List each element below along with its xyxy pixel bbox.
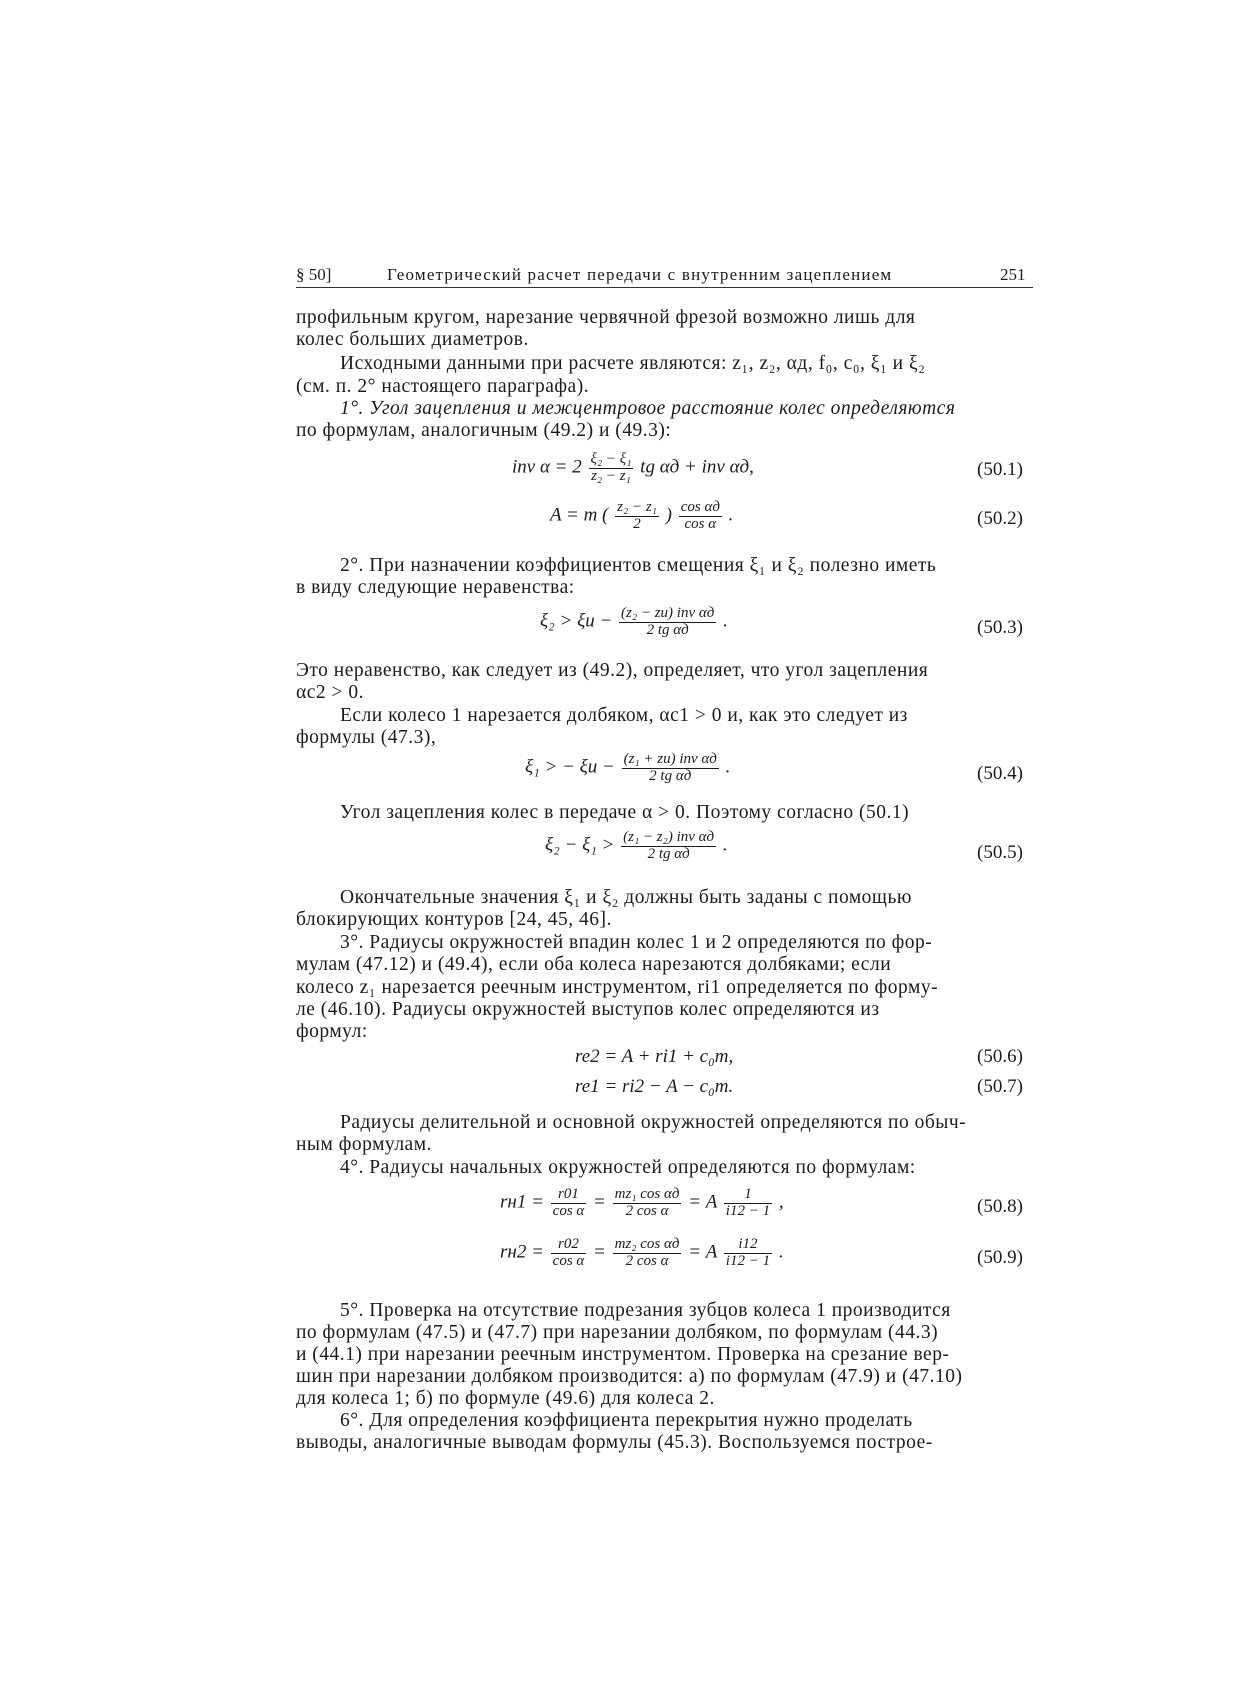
- equation-number: (50.9): [977, 1247, 1023, 1268]
- section-number: § 50]: [296, 265, 332, 284]
- text-line: ле (46.10). Радиусы окружностей выступов колес определяются из: [296, 999, 880, 1020]
- text-line: 3°. Радиусы окружностей впадин колес 1 и 2 определяются по фор-: [340, 932, 933, 953]
- text-line: 2°. При назначении коэффициентов смещения ξ₁ и ξ₂ полезно иметь: [340, 555, 937, 576]
- equation-50-4: ξ₁ > − ξи − $\frac{\text{(z₁ + zи) inv αд}}{\text{2 tg αд}}$ .: [525, 751, 731, 784]
- equation-number: (50.5): [977, 842, 1023, 863]
- text-line: 6°. Для определения коэффициента перекрытия нужно проделать: [340, 1410, 913, 1431]
- text-line: Угол зацепления колес в передаче α > 0. Поэтому согласно (50.1): [340, 802, 910, 823]
- text-line: 4°. Радиусы начальных окружностей определяются по формулам:: [340, 1157, 916, 1178]
- text-line: 1°. Угол зацепления и межцентровое расстояние колес определяются: [340, 398, 956, 419]
- text-line: колес больших диаметров.: [296, 329, 529, 350]
- equation-50-1: inv α = 2 $\frac{\text{ξ₂ − ξ₁}}{\text{z₂ − z₁}}$ tg αд + inv αд,: [512, 451, 754, 484]
- equation-50-9: rн2 = $\frac{r02}{\text{cos α}}$ = $\frac{\text{mz₂ cos αд}}{\text{2 cos α}}$ = A $\frac{i12}{i12 - 1}$ .: [500, 1236, 784, 1269]
- text-line: Исходными данными при расчете являются: z₁, z₂, αд, f₀, c₀, ξ₁ и ξ₂: [340, 353, 926, 374]
- equation-number: (50.3): [977, 617, 1023, 638]
- text-line: Если колесо 1 нарезается долбяком, αc1 > 0 и, как это следует из: [340, 705, 908, 726]
- text-line: колесо z₁ нарезается реечным инструментом, ri1 определяется по форму-: [296, 977, 939, 998]
- equation-50-3: ξ₂ > ξи − $\frac{\text{(z₂ − zи) inv αд}}{\text{2 tg αд}}$ .: [540, 605, 728, 638]
- text-line: Радиусы делительной и основной окружностей определяются по обыч-: [340, 1112, 967, 1133]
- text-line: выводы, аналогичные выводам формулы (45.3). Воспользуемся построе-: [296, 1432, 933, 1453]
- text-line: формулы (47.3),: [296, 727, 437, 748]
- text-line: по формулам (47.5) и (47.7) при нарезании долбяком, по формулам (44.3): [296, 1322, 939, 1343]
- text-line: шин при нарезании долбяком производится: а) по формулам (47.9) и (47.10): [296, 1366, 963, 1387]
- text-line: блокирующих контуров [24, 45, 46].: [296, 909, 612, 930]
- equation-50-6: re2 = A + ri1 + c₀m,: [575, 1046, 734, 1067]
- page-number: 251: [1000, 265, 1026, 284]
- text-line: Это неравенство, как следует из (49.2), определяет, что угол зацепления: [296, 660, 929, 681]
- equation-50-8: rн1 = $\frac{r01}{\text{cos α}}$ = $\frac{\text{mz₁ cos αд}}{\text{2 cos α}}$ = A $\frac{1}{i12 - 1}$ ,: [500, 1186, 784, 1219]
- running-title: Геометрический расчет передачи с внутренним зацеплением: [387, 265, 893, 284]
- equation-number: (50.4): [977, 763, 1023, 784]
- equation-number: (50.1): [977, 459, 1023, 480]
- text-line: и (44.1) при нарезании реечным инструментом. Проверка на срезание вер-: [296, 1344, 950, 1365]
- equation-50-2: A = m ( $\frac{\text{z₂ − z₁}}{2}$ ) $\frac{\text{cos αд}}{\text{cos α}}$ .: [550, 499, 734, 532]
- text-line: формул:: [296, 1021, 368, 1042]
- equation-50-7: re1 = ri2 − A − c₀m.: [575, 1076, 734, 1097]
- equation-number: (50.6): [977, 1046, 1023, 1067]
- text-line: αc2 > 0.: [296, 682, 364, 703]
- equation-50-5: ξ₂ − ξ₁ > $\frac{\text{(z₁ − z₂) inv αд}}{\text{2 tg αд}}$ .: [545, 829, 728, 862]
- text-line: Окончательные значения ξ₁ и ξ₂ должны быть заданы с помощью: [340, 887, 912, 908]
- text-line: профильным кругом, нарезание червячной фрезой возможно лишь для: [296, 307, 916, 328]
- text-line: мулам (47.12) и (49.4), если оба колеса нарезаются долбяками; если: [296, 954, 892, 975]
- text-line: (см. п. 2° настоящего параграфа).: [296, 376, 590, 397]
- equation-number: (50.7): [977, 1076, 1023, 1097]
- text-line: в виду следующие неравенства:: [296, 577, 575, 598]
- text-line: ным формулам.: [296, 1134, 432, 1155]
- equation-number: (50.8): [977, 1196, 1023, 1217]
- header-rule: [296, 287, 1033, 288]
- text-line: по формулам, аналогичным (49.2) и (49.3):: [296, 420, 672, 441]
- equation-number: (50.2): [977, 508, 1023, 529]
- text-line: для колеса 1; б) по формуле (49.6) для колеса 2.: [296, 1388, 715, 1409]
- text-line: 5°. Проверка на отсутствие подрезания зубцов колеса 1 производится: [340, 1300, 951, 1321]
